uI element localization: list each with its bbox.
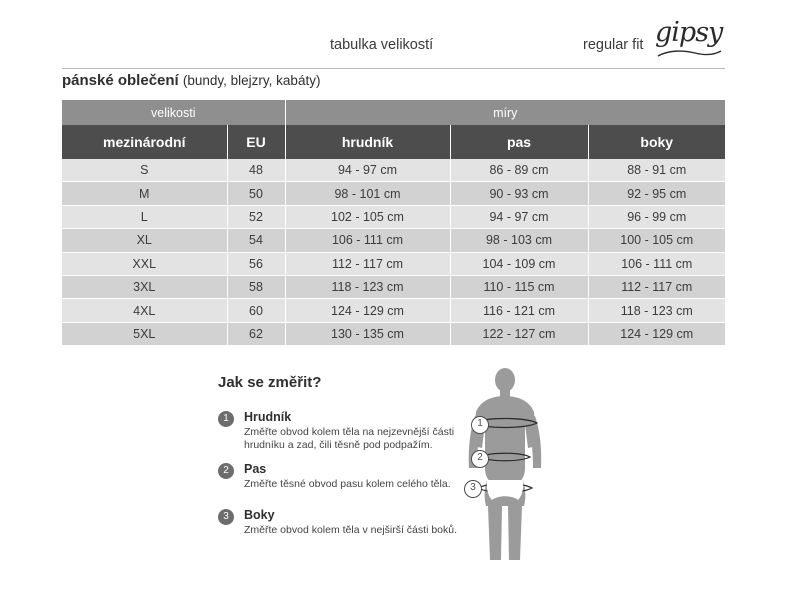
step-title: Pas	[244, 462, 267, 476]
cell-hips: 96 - 99 cm	[588, 205, 725, 228]
cell-chest: 118 - 123 cm	[285, 275, 450, 298]
human-body-icon	[440, 368, 570, 563]
cell-eu: 54	[227, 229, 285, 252]
figure-badge-chest: 1	[471, 416, 489, 434]
cell-international: 4XL	[62, 299, 227, 322]
step-number-badge: 2	[218, 463, 234, 479]
cell-international: M	[62, 182, 227, 205]
cell-chest: 102 - 105 cm	[285, 205, 450, 228]
step-description: Změřte těsné obvod pasu kolem celého těla.	[244, 478, 451, 490]
cell-chest: 130 - 135 cm	[285, 322, 450, 345]
cell-waist: 90 - 93 cm	[450, 182, 588, 205]
page-title: tabulka velikostí	[330, 37, 434, 53]
cell-hips: 112 - 117 cm	[588, 275, 725, 298]
body-figure	[440, 368, 570, 563]
cell-eu: 60	[227, 299, 285, 322]
cell-waist: 116 - 121 cm	[450, 299, 588, 322]
cell-international: 5XL	[62, 322, 227, 345]
table-row	[62, 275, 725, 298]
table-row	[62, 182, 725, 205]
measure-step-hips	[218, 508, 478, 537]
table-row	[62, 229, 725, 252]
cell-eu: 52	[227, 205, 285, 228]
fit-label: regular fit	[583, 37, 644, 53]
table-row	[62, 252, 725, 275]
table-column-header-row	[62, 125, 725, 159]
cell-international: L	[62, 205, 227, 228]
group-header-measures: míry	[285, 100, 725, 125]
cell-hips: 100 - 105 cm	[588, 229, 725, 252]
cell-waist: 104 - 109 cm	[450, 252, 588, 275]
cell-hips: 88 - 91 cm	[588, 159, 725, 182]
cell-chest: 112 - 117 cm	[285, 252, 450, 275]
cell-waist: 98 - 103 cm	[450, 229, 588, 252]
table-row	[62, 299, 725, 322]
step-description: Změřte obvod kolem těla na nejzevnější části hrudníku a zad, čili těsně pod podpažím.	[244, 426, 455, 451]
measure-step-chest	[218, 410, 478, 452]
cell-eu: 48	[227, 159, 285, 182]
group-header-sizes: velikosti	[62, 100, 285, 125]
subtitle-note: (bundy, blejzry, kabáty)	[182, 73, 321, 88]
step-number-badge: 3	[218, 509, 234, 525]
table-row	[62, 322, 725, 345]
table-group-header-row	[62, 100, 725, 125]
brand-logo	[655, 18, 725, 64]
brand-underline-icon	[657, 49, 723, 59]
figure-badge-waist: 2	[471, 450, 489, 468]
column-header-eu: EU	[227, 125, 285, 159]
column-header-hips: boky	[588, 125, 725, 159]
table-row	[62, 205, 725, 228]
measure-step-waist	[218, 462, 478, 491]
cell-eu: 58	[227, 275, 285, 298]
cell-international: XL	[62, 229, 227, 252]
subtitle-main: pánské oblečení	[62, 72, 179, 89]
cell-hips: 106 - 111 cm	[588, 252, 725, 275]
cell-international: XXL	[62, 252, 227, 275]
cell-international: 3XL	[62, 275, 227, 298]
cell-hips: 124 - 129 cm	[588, 322, 725, 345]
brand-name: gipsy	[655, 17, 723, 48]
step-description: Změřte obvod kolem těla v nejširší části boků.	[244, 524, 458, 536]
step-title: Boky	[244, 508, 275, 522]
step-number-badge: 1	[218, 411, 234, 427]
page-header	[62, 17, 725, 68]
column-header-chest: hrudník	[285, 125, 450, 159]
cell-waist: 122 - 127 cm	[450, 322, 588, 345]
cell-eu: 56	[227, 252, 285, 275]
column-header-waist: pas	[450, 125, 588, 159]
size-table	[62, 100, 725, 346]
cell-international: S	[62, 159, 227, 182]
cell-waist: 110 - 115 cm	[450, 275, 588, 298]
step-title: Hrudník	[244, 410, 292, 424]
cell-waist: 94 - 97 cm	[450, 205, 588, 228]
cell-hips: 118 - 123 cm	[588, 299, 725, 322]
cell-chest: 94 - 97 cm	[285, 159, 450, 182]
figure-badge-hips: 3	[464, 480, 482, 498]
cell-chest: 98 - 101 cm	[285, 182, 450, 205]
column-header-international: mezinárodní	[62, 125, 227, 159]
table-row	[62, 159, 725, 182]
cell-waist: 86 - 89 cm	[450, 159, 588, 182]
cell-eu: 50	[227, 182, 285, 205]
header-divider	[62, 68, 725, 69]
cell-hips: 92 - 95 cm	[588, 182, 725, 205]
how-to-measure-title: Jak se změřit?	[218, 374, 322, 391]
cell-chest: 106 - 111 cm	[285, 229, 450, 252]
cell-eu: 62	[227, 322, 285, 345]
cell-chest: 124 - 129 cm	[285, 299, 450, 322]
section-subtitle	[62, 72, 320, 89]
